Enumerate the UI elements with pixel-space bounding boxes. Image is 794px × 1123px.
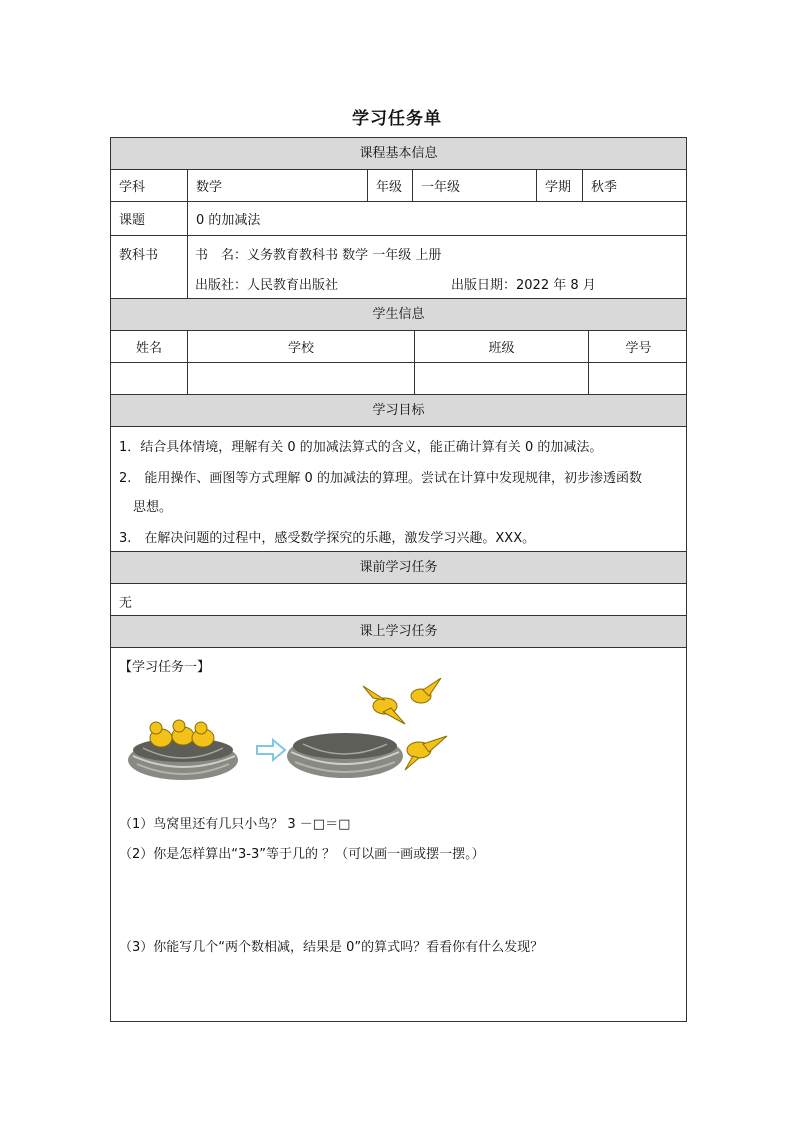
question-2: （2）你是怎样算出“3-3”等于几的 ？（可以画一画或摆一摆。）: [119, 847, 485, 862]
task-one-title: 【学习任务一】: [119, 660, 211, 675]
nest-illustration: [123, 678, 543, 788]
section-header-student-info: [111, 299, 686, 331]
subject-label: 学科: [119, 180, 146, 195]
subject-value: 数学: [187, 170, 367, 201]
section-title: 课程基本信息: [359, 146, 438, 161]
section-title: 课上学习任务: [359, 624, 438, 639]
section-header-in-class: [111, 616, 686, 648]
publisher: 出版社：人民教育出版社: [195, 278, 339, 293]
nest-with-three-birds-icon: [128, 720, 238, 780]
term-value: 秋季: [582, 170, 688, 201]
task-sheet-table: [110, 137, 687, 1022]
section-header-objectives: [111, 395, 686, 427]
question-1: （1）鸟窝里还有几只小鸟？ 3 －□＝□: [119, 817, 351, 832]
objective-2: 2. 能用操作、画图等方式理解 0 的加减法的算理。尝试在计算中发现规律，初步渗透函数: [119, 471, 642, 486]
col-name: 姓名: [135, 341, 162, 356]
class-field[interactable]: [414, 363, 588, 394]
page-title: 学习任务单: [352, 109, 442, 129]
textbook-label: 教科书: [119, 248, 159, 263]
textbook-divider: [187, 236, 188, 298]
student-header-row: [111, 331, 686, 363]
objective-1: 1．结合具体情境，理解有关 0 的加减法算式的含义，能正确计算有关 0 的加减法。: [119, 440, 603, 455]
pre-class-body: [111, 584, 686, 616]
grade-label: 年级: [367, 170, 412, 201]
section-title: 课前学习任务: [359, 560, 438, 575]
empty-nest-icon: [287, 733, 403, 778]
name-field[interactable]: [111, 363, 187, 394]
col-school: 学校: [187, 331, 414, 362]
topic-value: 0 的加减法: [187, 202, 688, 235]
publish-date: 出版日期：2022 年 8 月: [451, 278, 596, 293]
topic-label: 课题: [119, 213, 146, 228]
question-3: （3）你能写几个“两个数相减，结果是 0”的算式吗？看看你有什么发现？: [119, 940, 544, 955]
subject-row: [111, 170, 686, 202]
section-header-course-info: [111, 138, 686, 170]
objective-2-cont: 思想。: [133, 500, 173, 515]
term-label: 学期: [536, 170, 582, 201]
book-name: 书 名：义务教育教科书 数学 一年级 上册: [195, 248, 442, 263]
pre-class-content: 无: [119, 596, 133, 611]
grade-value: 一年级: [412, 170, 536, 201]
school-field[interactable]: [187, 363, 414, 394]
arrow-right-icon: [257, 740, 285, 760]
objective-3: 3. 在解决问题的过程中，感受数学探究的乐趣，激发学习兴趣。XXX。: [119, 531, 536, 546]
section-header-pre-class: [111, 552, 686, 584]
student-entry-row: [111, 363, 686, 395]
textbook-row: [111, 236, 686, 299]
objectives-body: [111, 427, 686, 552]
student-id-field[interactable]: [588, 363, 688, 394]
col-student-id: 学号: [588, 331, 688, 362]
section-title: 学生信息: [372, 307, 425, 322]
section-title: 学习目标: [372, 403, 425, 418]
col-class: 班级: [414, 331, 588, 362]
topic-row: [111, 202, 686, 236]
